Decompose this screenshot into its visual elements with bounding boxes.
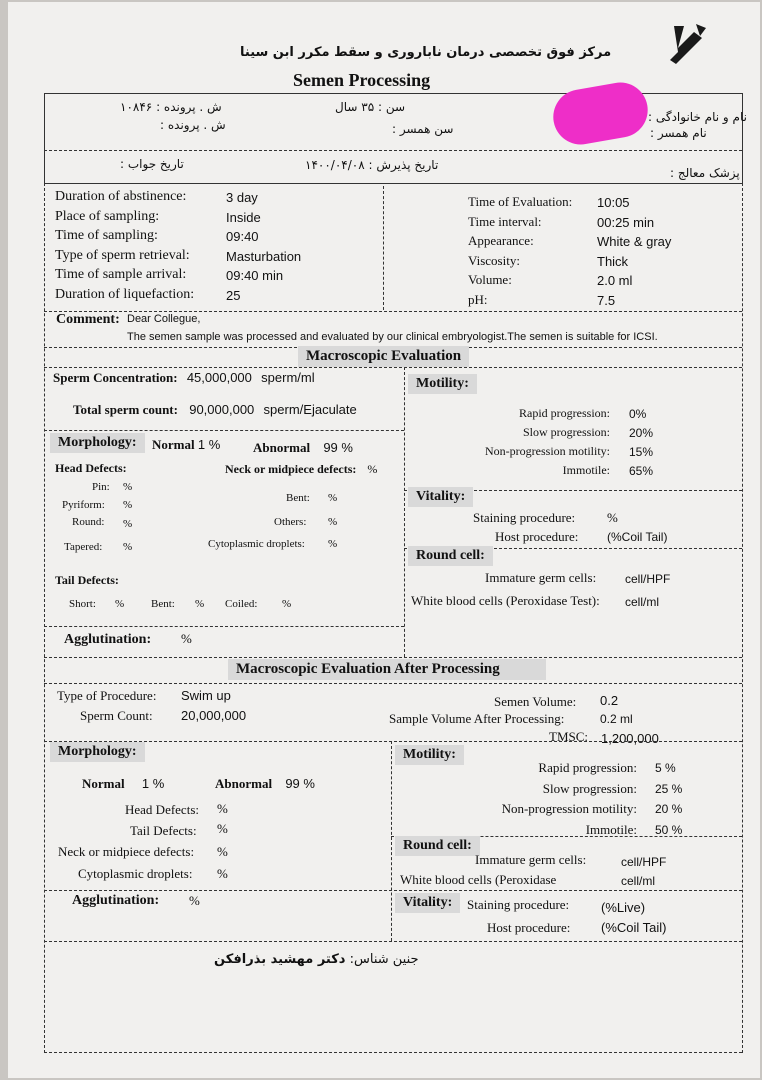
after-motility-label: Immotile:: [585, 821, 637, 837]
file-no-label: ش . پرونده :: [156, 100, 222, 114]
after-normal-value: 1 %: [141, 776, 165, 791]
macro-title: Macroscopic Evaluation: [298, 346, 469, 367]
sample-right-label: Time of Evaluation:: [468, 194, 573, 209]
pyriform-value: %: [123, 499, 133, 511]
abnormal-label: Abnormal: [253, 440, 311, 455]
page-title: Semen Processing: [293, 70, 431, 90]
after-staining-label: Staining procedure:: [467, 897, 570, 912]
divider: [44, 741, 742, 742]
neck-row: [225, 462, 377, 477]
sample-right-value: 10:05: [597, 195, 630, 210]
macro-motility-label: Rapid progression:: [519, 406, 610, 420]
after-vitality-label: Vitality:: [395, 893, 460, 913]
sample-right-value: 2.0 ml: [597, 273, 633, 288]
after-title: Macroscopic Evaluation After Processing: [228, 659, 546, 680]
tapered-value: %: [123, 541, 133, 553]
macro-motility-label: Slow progression:: [523, 425, 610, 439]
divider: [44, 626, 404, 627]
after-motility-label: Motility:: [395, 745, 464, 765]
after-normal-label: Normal: [82, 776, 125, 791]
sample-right-label: Viscosity:: [468, 252, 520, 268]
total-label: Total sperm count:: [73, 402, 178, 417]
concentration-label: Sperm Concentration:: [53, 370, 178, 385]
wbc-value: cell/ml: [625, 595, 660, 609]
staining-label: Staining procedure:: [473, 510, 576, 525]
file-no-value: ۱۰۸۴۶: [120, 100, 153, 114]
semen-volume-label: Semen Volume:: [494, 694, 577, 709]
normal-row: [152, 437, 220, 453]
after-cyto-label: Cytoplasmic droplets:: [78, 866, 193, 881]
pin-value: %: [123, 481, 133, 493]
immature-value: cell/HPF: [625, 572, 671, 586]
frame-top: [44, 183, 742, 184]
divider: [44, 367, 742, 368]
sample-right-value: Thick: [597, 253, 629, 269]
after-motility-label: Rapid progression:: [538, 760, 637, 775]
bent-value: %: [328, 492, 338, 504]
after-immature-label: Immature germ cells:: [475, 852, 587, 867]
sample-right-value: White & gray: [597, 234, 672, 249]
age-row: [335, 100, 405, 114]
macro-divider: [404, 367, 405, 657]
after-abnormal-row: [215, 776, 315, 792]
embryologist-row: [214, 952, 419, 967]
sample-left-label: Time of sampling:: [55, 228, 158, 243]
macro-motility-label: Immotile:: [562, 463, 610, 477]
age-label: سن :: [377, 100, 406, 114]
after-cyto-value: %: [217, 866, 228, 881]
after-head-label: Head Defects:: [125, 802, 199, 817]
tail-defects-label: Tail Defects:: [55, 573, 119, 587]
after-head-value: %: [217, 801, 228, 816]
spouse-age-label: سن همسر :: [392, 122, 454, 136]
divider: [44, 683, 742, 684]
others-label: Others:: [274, 516, 307, 528]
after-wbc-value: cell/ml: [621, 874, 656, 888]
concentration-row: [53, 370, 315, 386]
sample-right-label: Time interval:: [468, 213, 542, 229]
motility-label: Motility:: [408, 374, 477, 394]
after-staining-value: (%Live): [601, 900, 646, 915]
short-label: Short:: [69, 598, 96, 610]
total-value: 90,000,000: [189, 402, 255, 417]
head-defects-label: Head Defects:: [55, 461, 127, 475]
neck-value: %: [367, 462, 378, 476]
immature-label: Immature germ cells:: [485, 570, 597, 585]
round-label: Round:: [72, 516, 105, 528]
after-motility-label: Slow progression:: [542, 780, 637, 796]
after-host-label: Host procedure:: [487, 920, 571, 935]
abnormal-row: [253, 440, 353, 456]
sample-volume-label: Sample Volume After Processing:: [389, 711, 565, 726]
sample-volume-value: 0.2 ml: [600, 712, 633, 726]
sample-right-value: 7.5: [597, 292, 616, 308]
vitality-label: Vitality:: [408, 487, 473, 507]
after-agglutination-value: %: [189, 893, 200, 908]
sample-left-label: Type of sperm retrieval:: [55, 247, 190, 263]
name-label: نام و نام خانوادگی :: [648, 110, 747, 124]
box-right-border: [742, 93, 743, 183]
sample-right-label: Volume:: [468, 272, 512, 287]
sample-right-label: Appearance:: [468, 233, 534, 248]
concentration-unit: sperm/ml: [261, 370, 315, 385]
coiled-value: %: [282, 598, 292, 610]
short-value: %: [115, 598, 125, 610]
host-value: (%Coil Tail): [607, 530, 668, 544]
cyto-value: %: [328, 538, 338, 550]
after-abnormal-label: Abnormal: [215, 776, 273, 791]
bent-label: Bent:: [286, 492, 310, 504]
pin-label: Pin:: [92, 481, 110, 493]
after-divider: [391, 741, 392, 941]
frame-right: [742, 183, 743, 1053]
total-row: [73, 402, 357, 418]
neck-label: Neck or midpiece defects:: [225, 462, 357, 476]
sample-right-value: 00:25 min: [597, 214, 655, 230]
center-name: مرکز فوق تخصصی درمان ناباروری و سقط مکرر ابن سینا: [240, 45, 612, 60]
divider: [44, 890, 742, 891]
macro-motility-value: 65%: [629, 464, 654, 478]
cyto-label: Cytoplasmic droplets:: [208, 538, 305, 550]
macro-motility-value: 15%: [629, 445, 654, 459]
tmsc-value: 1,200,000: [601, 731, 659, 746]
divider: [44, 941, 742, 942]
sample-left-value: 25: [226, 287, 241, 303]
sample-right-label: pH:: [468, 291, 488, 307]
sample-left-value: Masturbation: [226, 248, 302, 264]
macro-motility-value: 20%: [629, 426, 654, 440]
after-immature-value: cell/HPF: [621, 855, 667, 869]
after-motility-value: 50 %: [655, 822, 683, 837]
staining-value: %: [607, 510, 618, 525]
sample-left-value: 09:40: [226, 229, 259, 244]
sample-left-value: Inside: [226, 209, 261, 225]
tail-bent-value: %: [195, 598, 205, 610]
concentration-value: 45,000,000: [186, 370, 252, 385]
after-tail-label: Tail Defects:: [130, 823, 197, 838]
tapered-label: Tapered:: [64, 541, 103, 553]
comment-line1: Dear Collegue,: [127, 313, 201, 325]
spouse-label: نام همسر :: [650, 126, 707, 140]
comment-label: Comment:: [56, 312, 120, 327]
divider: [44, 430, 404, 431]
others-value: %: [328, 516, 338, 528]
coiled-label: Coiled:: [225, 598, 258, 610]
after-abnormal-value: 99 %: [285, 776, 315, 791]
tmsc-label: TMSC:: [549, 729, 589, 744]
round-cell-label: Round cell:: [408, 546, 493, 566]
round-value: %: [123, 518, 133, 530]
comment-line2: The semen sample was processed and evaluated by our clinical embryologist.The semen is suitable for ICSI.: [127, 331, 658, 343]
age-value: ۳۵: [361, 100, 375, 114]
sample-left-value: 3 day: [226, 190, 258, 205]
procedure-label: Type of Procedure:: [57, 688, 157, 703]
after-morphology-label: Morphology:: [50, 742, 145, 762]
after-motility-value: 20 %: [655, 802, 683, 816]
admission-date-row: [305, 158, 438, 172]
abnormal-value: 99 %: [323, 440, 353, 455]
admission-date-value: ۱۴۰۰/۰۴/۰۸: [305, 158, 365, 172]
file-no-row: [120, 100, 222, 114]
total-unit: sperm/Ejaculate: [263, 402, 357, 417]
after-round-cell-label: Round cell:: [395, 836, 480, 856]
after-motility-label: Non-progression motility:: [501, 801, 637, 816]
after-motility-value: 25 %: [655, 781, 683, 796]
pyriform-label: Pyriform:: [62, 499, 105, 511]
wbc-label: White blood cells (Peroxidase Test):: [411, 593, 600, 608]
procedure-value: Swim up: [181, 688, 231, 703]
frame-bottom: [44, 1052, 742, 1053]
reply-date-label: تاریخ جواب :: [120, 157, 184, 171]
divider: [44, 311, 742, 312]
age-unit: سال: [335, 100, 358, 114]
macro-motility-value: 0%: [629, 407, 647, 421]
after-motility-value: 5 %: [655, 761, 676, 775]
box-left-border: [44, 93, 45, 183]
divider: [44, 657, 742, 658]
file-no2-label: ش . پرونده :: [160, 118, 226, 132]
macro-motility-label: Non-progression motility:: [485, 444, 610, 458]
count-value: 20,000,000: [181, 708, 247, 723]
normal-label: Normal: [152, 437, 195, 452]
physician-label: پزشک معالج :: [670, 166, 740, 180]
normal-value: 1 %: [197, 437, 221, 452]
sample-left-label: Place of sampling:: [55, 208, 160, 224]
tail-bent-label: Bent:: [151, 598, 175, 610]
sample-left-label: Duration of abstinence:: [55, 189, 187, 204]
admission-date-label: تاریخ پذیرش :: [368, 158, 439, 172]
after-normal-row: [82, 776, 164, 792]
host-label: Host procedure:: [495, 529, 579, 544]
sample-left-value: 09:40 min: [226, 268, 284, 283]
clinic-logo-icon: [664, 22, 710, 68]
count-label: Sperm Count:: [80, 708, 153, 723]
embryologist-name: دکتر مهشید بذرافکن: [214, 952, 346, 967]
sample-left-label: Duration of liquefaction:: [55, 286, 195, 302]
after-neck-value: %: [217, 844, 228, 859]
after-wbc-label: White blood cells (Peroxidase: [400, 872, 557, 887]
after-agglutination-label: Agglutination:: [72, 893, 160, 908]
after-host-value: (%Coil Tail): [601, 920, 667, 935]
agglutination-label: Agglutination:: [64, 632, 152, 647]
morphology-label: Morphology:: [50, 433, 145, 453]
frame-left: [44, 183, 45, 1053]
after-neck-label: Neck or midpiece defects:: [58, 844, 195, 859]
agglutination-value: %: [181, 631, 192, 646]
embryologist-label: جنین شناس:: [349, 952, 419, 967]
after-tail-value: %: [217, 821, 228, 836]
sample-divider: [383, 186, 384, 310]
sample-left-label: Time of sample arrival:: [55, 267, 187, 282]
semen-volume-value: 0.2: [600, 693, 619, 708]
divider: [44, 150, 742, 151]
